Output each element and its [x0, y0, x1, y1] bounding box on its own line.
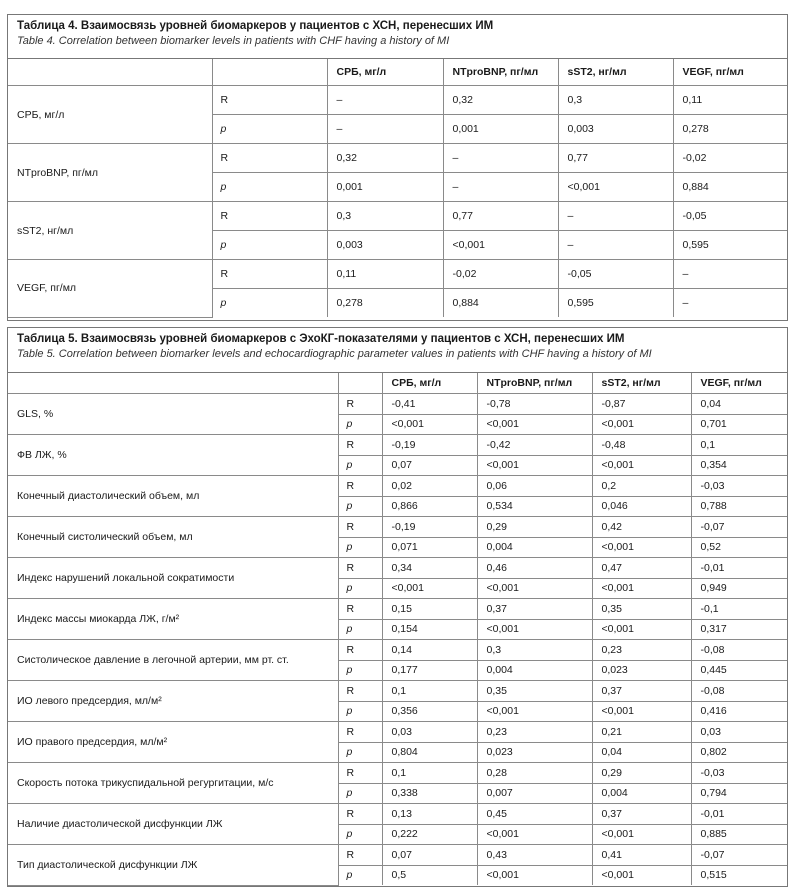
table5-row-label: GLS, %: [8, 394, 338, 435]
table5-cell-r: 0,1: [382, 681, 477, 702]
table4-cell-r: 0,11: [327, 260, 443, 289]
table5-cell-r: -0,03: [691, 763, 787, 784]
table5-row-label: Конечный диастолический объем, мл: [8, 476, 338, 517]
table5-row-label: Индекс массы миокарда ЛЖ, г/м²: [8, 599, 338, 640]
table5-column-header: sST2, нг/мл: [592, 373, 691, 394]
table5-row-label: ИО левого предсердия, мл/м²: [8, 681, 338, 722]
table4-row-label: VEGF, пг/мл: [8, 260, 212, 318]
table5-r-label: R: [338, 394, 382, 415]
table-5-title-en: Table 5. Correlation between biomarker levels and echocardiographic parameter values in patients with CHF having a history of MI: [17, 348, 652, 360]
table5-row-r: [8, 804, 787, 825]
table5-cell-r: 0,23: [477, 722, 592, 743]
table5-cell-p: <0,001: [477, 865, 592, 885]
table4-row-r: [8, 86, 787, 115]
table5-p-label: p: [338, 865, 382, 885]
table5-cell-p: 0,004: [477, 537, 592, 558]
table5-r-label: R: [338, 517, 382, 538]
table5-cell-p: <0,001: [477, 824, 592, 845]
table5-row-r: [8, 599, 787, 620]
table5-cell-r: 0,3: [477, 640, 592, 661]
table5-cell-p: 0,338: [382, 783, 477, 804]
table4-cell-p: –: [327, 115, 443, 144]
table5-header-blank: [8, 373, 338, 394]
table5-cell-p: 0,023: [477, 742, 592, 763]
table4-row-r: [8, 144, 787, 173]
table5-cell-p: 0,004: [592, 783, 691, 804]
table4-p-label: p: [212, 173, 327, 202]
table4-cell-p: –: [443, 173, 558, 202]
table4-cell-p: 0,884: [443, 289, 558, 318]
table-5-caption: [8, 328, 787, 373]
table5-cell-p: 0,52: [691, 537, 787, 558]
table5-p-label: p: [338, 496, 382, 517]
table4-cell-p: 0,001: [327, 173, 443, 202]
table5-cell-p: 0,07: [382, 455, 477, 476]
table-5: [7, 327, 788, 887]
table5-cell-r: 0,46: [477, 558, 592, 579]
table4-cell-p: 0,595: [558, 289, 673, 318]
table5-cell-r: 0,02: [382, 476, 477, 497]
table5-cell-r: 0,35: [592, 599, 691, 620]
table5-cell-r: -0,07: [691, 845, 787, 866]
table4-header-blank: [8, 59, 212, 86]
table5-cell-r: 0,06: [477, 476, 592, 497]
table4-r-label: R: [212, 144, 327, 173]
table4-cell-p: 0,595: [673, 231, 787, 260]
table4-r-label: R: [212, 260, 327, 289]
table5-cell-r: -0,1: [691, 599, 787, 620]
table4-p-label: p: [212, 289, 327, 318]
table5-row-label: Скорость потока трикуспидальной регургитации, м/с: [8, 763, 338, 804]
table4-cell-r: –: [443, 144, 558, 173]
table5-cell-r: 0,1: [691, 435, 787, 456]
table5-cell-p: <0,001: [592, 537, 691, 558]
table5-cell-r: -0,19: [382, 435, 477, 456]
table5-row-label: Наличие диастолической дисфункции ЛЖ: [8, 804, 338, 845]
table5-cell-r: 0,28: [477, 763, 592, 784]
table4-cell-p: –: [558, 231, 673, 260]
table5-cell-r: 0,37: [592, 681, 691, 702]
table5-cell-r: 0,37: [592, 804, 691, 825]
table5-row-label: Тип диастолической дисфункции ЛЖ: [8, 845, 338, 886]
table4-cell-r: 0,32: [327, 144, 443, 173]
table5-cell-p: 0,804: [382, 742, 477, 763]
table4-cell-r: 0,3: [558, 86, 673, 115]
table5-cell-r: 0,13: [382, 804, 477, 825]
table5-cell-p: <0,001: [592, 414, 691, 435]
table5-cell-r: 0,14: [382, 640, 477, 661]
table5-r-label: R: [338, 558, 382, 579]
table4-cell-r: 0,3: [327, 202, 443, 231]
table4-cell-r: -0,05: [558, 260, 673, 289]
table5-p-label: p: [338, 578, 382, 599]
table5-cell-p: <0,001: [592, 619, 691, 640]
table4-p-label: p: [212, 231, 327, 260]
table5-row-r: [8, 681, 787, 702]
table5-p-label: p: [338, 455, 382, 476]
table4-cell-r: 0,11: [673, 86, 787, 115]
table5-cell-p: 0,416: [691, 701, 787, 722]
table5-cell-p: 0,046: [592, 496, 691, 517]
table5-cell-p: <0,001: [477, 701, 592, 722]
table5-cell-r: 0,04: [691, 394, 787, 415]
table5-cell-p: <0,001: [477, 619, 592, 640]
table5-p-label: p: [338, 742, 382, 763]
table5-cell-p: 0,445: [691, 660, 787, 681]
table-4: [7, 14, 788, 321]
table5-cell-r: -0,07: [691, 517, 787, 538]
table4-row-r: [8, 260, 787, 289]
table5-column-header: VEGF, пг/мл: [691, 373, 787, 394]
table5-cell-p: 0,071: [382, 537, 477, 558]
table5-cell-r: 0,03: [691, 722, 787, 743]
table4-column-header: VEGF, пг/мл: [673, 59, 787, 86]
table5-cell-r: 0,42: [592, 517, 691, 538]
table5-cell-p: <0,001: [592, 455, 691, 476]
table5-row-r: [8, 558, 787, 579]
table5-cell-r: -0,08: [691, 640, 787, 661]
table4-column-header: sST2, нг/мл: [558, 59, 673, 86]
table4-cell-r: -0,02: [673, 144, 787, 173]
table5-row-r: [8, 517, 787, 538]
table5-row-label: Индекс нарушений локальной сократимости: [8, 558, 338, 599]
table5-row-r: [8, 845, 787, 866]
table5-cell-r: -0,03: [691, 476, 787, 497]
table4-cell-p: 0,278: [327, 289, 443, 318]
table5-cell-r: 0,2: [592, 476, 691, 497]
table5-cell-p: 0,222: [382, 824, 477, 845]
table5-cell-p: 0,794: [691, 783, 787, 804]
table5-r-label: R: [338, 599, 382, 620]
table4-cell-r: -0,02: [443, 260, 558, 289]
table5-row-label: Систолическое давление в легочной артерии, мм рт. ст.: [8, 640, 338, 681]
table5-row-r: [8, 435, 787, 456]
table5-cell-p: 0,866: [382, 496, 477, 517]
table4-cell-p: –: [673, 289, 787, 318]
table5-cell-r: 0,21: [592, 722, 691, 743]
table5-cell-r: -0,41: [382, 394, 477, 415]
table4-row-label: NTproBNP, пг/мл: [8, 144, 212, 202]
table4-column-header: NTproBNP, пг/мл: [443, 59, 558, 86]
table5-cell-r: 0,34: [382, 558, 477, 579]
table5-cell-r: -0,78: [477, 394, 592, 415]
table5-cell-p: 0,007: [477, 783, 592, 804]
table5-p-label: p: [338, 619, 382, 640]
table5-cell-r: 0,29: [592, 763, 691, 784]
table-4-title-en: Table 4. Correlation between biomarker levels in patients with CHF having a history of MI: [17, 35, 450, 47]
table4-cell-r: -0,05: [673, 202, 787, 231]
table-4-caption: [8, 15, 787, 59]
table4-cell-p: 0,884: [673, 173, 787, 202]
table-4-grid: [8, 59, 787, 318]
table5-cell-r: -0,42: [477, 435, 592, 456]
table4-cell-r: –: [327, 86, 443, 115]
table5-r-label: R: [338, 763, 382, 784]
table5-cell-p: 0,177: [382, 660, 477, 681]
table5-cell-p: <0,001: [592, 578, 691, 599]
table5-cell-p: 0,5: [382, 865, 477, 885]
table5-cell-r: 0,07: [382, 845, 477, 866]
table4-row-r: [8, 202, 787, 231]
table4-cell-p: 0,001: [443, 115, 558, 144]
table4-r-label: R: [212, 202, 327, 231]
table5-p-label: p: [338, 414, 382, 435]
table5-row-label: ФВ ЛЖ, %: [8, 435, 338, 476]
table5-cell-p: 0,023: [592, 660, 691, 681]
table5-p-label: p: [338, 701, 382, 722]
table5-r-label: R: [338, 722, 382, 743]
table4-cell-r: 0,32: [443, 86, 558, 115]
table5-p-label: p: [338, 660, 382, 681]
table-5-title-ru: Таблица 5. Взаимосвязь уровней биомаркеров с ЭхоКГ-показателями у пациентов с ХСН, перенесших ИМ: [17, 333, 625, 345]
table5-cell-r: -0,08: [691, 681, 787, 702]
table5-cell-p: 0,788: [691, 496, 787, 517]
table4-row-label: sST2, нг/мл: [8, 202, 212, 260]
table5-r-label: R: [338, 681, 382, 702]
table5-row-r: [8, 394, 787, 415]
table5-row-r: [8, 640, 787, 661]
table5-cell-p: 0,154: [382, 619, 477, 640]
table5-cell-p: <0,001: [477, 414, 592, 435]
table5-r-label: R: [338, 435, 382, 456]
table5-row-r: [8, 476, 787, 497]
table5-cell-p: <0,001: [477, 455, 592, 476]
table5-column-header: СРБ, мг/л: [382, 373, 477, 394]
table4-cell-r: –: [558, 202, 673, 231]
table5-r-label: R: [338, 476, 382, 497]
table5-cell-p: <0,001: [382, 414, 477, 435]
table5-r-label: R: [338, 804, 382, 825]
table-4-title-ru: Таблица 4. Взаимосвязь уровней биомаркеров у пациентов с ХСН, перенесших ИМ: [17, 20, 494, 32]
table5-cell-p: <0,001: [477, 578, 592, 599]
table5-p-label: p: [338, 783, 382, 804]
table5-cell-p: <0,001: [592, 865, 691, 885]
table4-p-label: p: [212, 115, 327, 144]
table4-cell-r: 0,77: [558, 144, 673, 173]
table5-cell-r: -0,01: [691, 558, 787, 579]
table4-r-label: R: [212, 86, 327, 115]
table-5-grid: [8, 373, 787, 886]
table5-p-label: p: [338, 824, 382, 845]
table4-header-row: [8, 59, 787, 86]
table5-cell-r: -0,19: [382, 517, 477, 538]
table5-row-r: [8, 722, 787, 743]
table5-cell-p: <0,001: [592, 824, 691, 845]
table5-cell-p: <0,001: [592, 701, 691, 722]
table4-column-header: СРБ, мг/л: [327, 59, 443, 86]
table5-row-r: [8, 763, 787, 784]
table4-row-label: СРБ, мг/л: [8, 86, 212, 144]
table5-cell-p: 0,534: [477, 496, 592, 517]
table5-cell-r: 0,47: [592, 558, 691, 579]
table5-r-label: R: [338, 640, 382, 661]
table5-cell-p: 0,354: [691, 455, 787, 476]
table5-cell-r: 0,35: [477, 681, 592, 702]
table5-column-header: NTproBNP, пг/мл: [477, 373, 592, 394]
table4-cell-p: 0,278: [673, 115, 787, 144]
table5-row-label: Конечный систолический объем, мл: [8, 517, 338, 558]
table5-cell-p: 0,356: [382, 701, 477, 722]
table5-cell-p: 0,317: [691, 619, 787, 640]
table5-cell-p: <0,001: [382, 578, 477, 599]
table5-row-label: ИО правого предсердия, мл/м²: [8, 722, 338, 763]
table4-header-blank: [212, 59, 327, 86]
table5-cell-r: -0,87: [592, 394, 691, 415]
table4-cell-p: 0,003: [327, 231, 443, 260]
table5-cell-r: -0,01: [691, 804, 787, 825]
table5-cell-p: 0,004: [477, 660, 592, 681]
table4-cell-r: 0,77: [443, 202, 558, 231]
table5-cell-p: 0,885: [691, 824, 787, 845]
table5-cell-p: 0,515: [691, 865, 787, 885]
table5-cell-r: 0,45: [477, 804, 592, 825]
table5-cell-r: 0,43: [477, 845, 592, 866]
table5-cell-r: 0,03: [382, 722, 477, 743]
table5-header-row: [8, 373, 787, 394]
table5-cell-r: 0,23: [592, 640, 691, 661]
table5-cell-r: 0,37: [477, 599, 592, 620]
table5-p-label: p: [338, 537, 382, 558]
table5-header-blank: [338, 373, 382, 394]
table5-cell-p: 0,701: [691, 414, 787, 435]
table5-cell-r: 0,29: [477, 517, 592, 538]
table5-cell-p: 0,802: [691, 742, 787, 763]
table4-cell-p: <0,001: [443, 231, 558, 260]
table5-r-label: R: [338, 845, 382, 866]
table5-cell-r: 0,15: [382, 599, 477, 620]
table5-cell-p: 0,04: [592, 742, 691, 763]
table5-cell-r: -0,48: [592, 435, 691, 456]
table4-cell-p: <0,001: [558, 173, 673, 202]
table5-cell-p: 0,949: [691, 578, 787, 599]
table5-cell-r: 0,1: [382, 763, 477, 784]
table4-cell-p: 0,003: [558, 115, 673, 144]
table4-cell-r: –: [673, 260, 787, 289]
table5-cell-r: 0,41: [592, 845, 691, 866]
